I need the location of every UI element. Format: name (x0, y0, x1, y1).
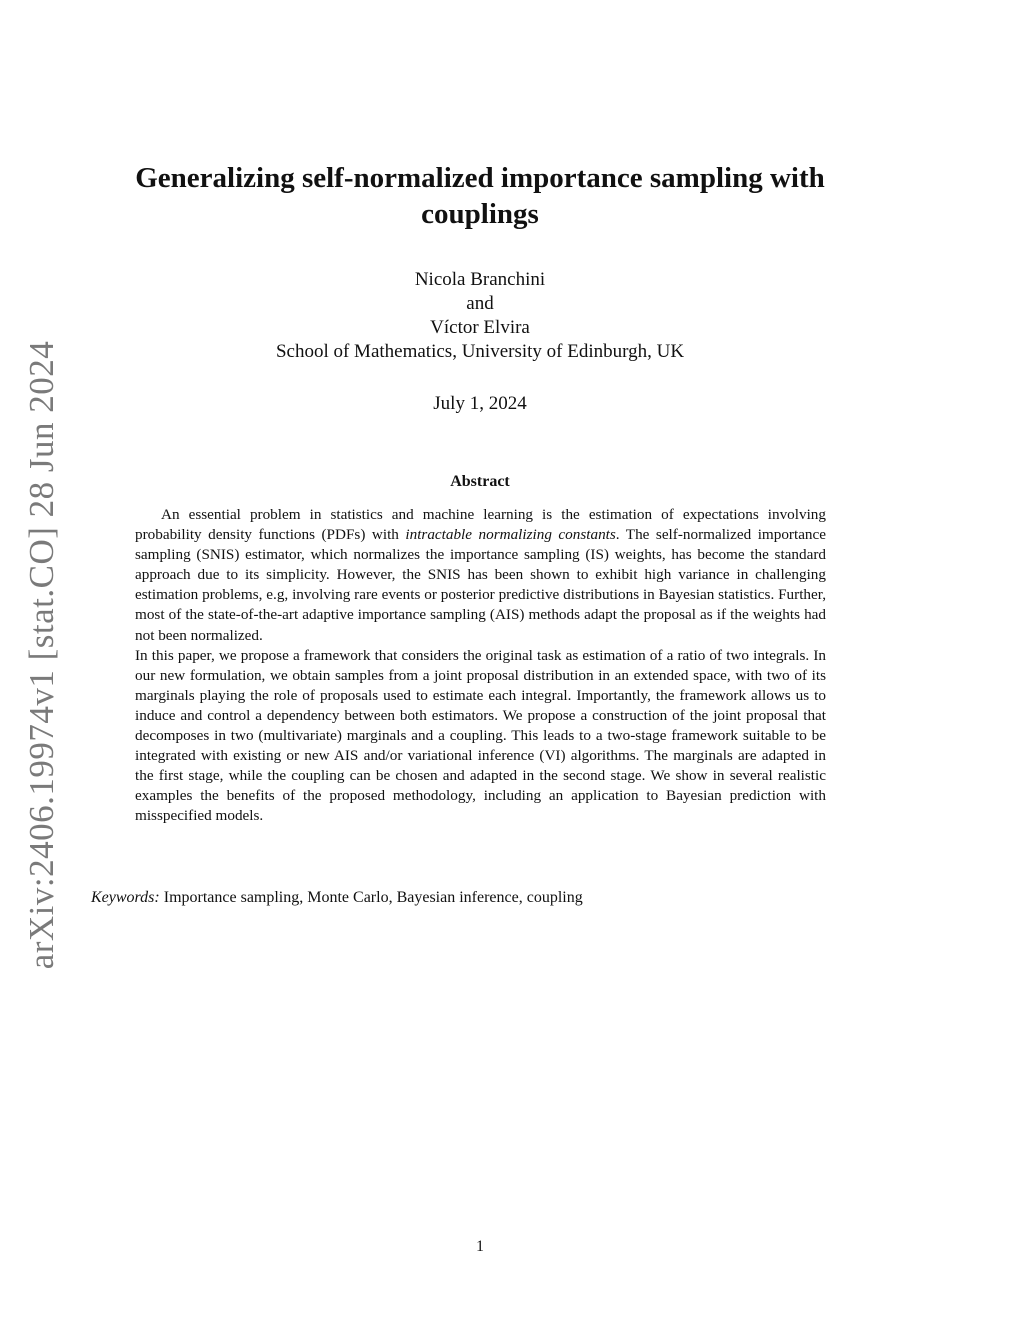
abstract-paragraph (135, 505, 826, 646)
publication-date: July 1, 2024 (433, 393, 527, 414)
paper-title: Generalizing self-normalized importance sampling with couplings (135, 162, 825, 230)
keywords-text: Importance sampling, Monte Carlo, Bayesian inference, coupling (159, 889, 583, 906)
keywords-label: Keywords: (91, 889, 160, 906)
keywords-line (91, 887, 871, 909)
arxiv-sidebar-stamp: arXiv:2406.19974v1 [stat.CO] 28 Jun 2024 (22, 340, 61, 970)
abstract-paragraph: In this paper, we propose a framework that considers the original task as estimation of a ratio of two integrals. In our new formulation, we obtain samples from a joint proposal distribution in an extended space, with two of its marginals playing the role of proposals used to estimate each integral. Importantly, the framework allows us to induce and control a dependency between both estimators. We propose a construction of the joint proposal that decomposes in two (multivariate) marginals and a coupling. This leads to a two-stage framework suitable to be integrated with existing or new AIS and/or variational inference (VI) algorithms. The marginals are adapted in the first stage, while the coupling can be chosen and adapted in the second stage. We show in several realistic examples the benefits of the proposed methodology, including an application to Bayesian prediction with misspecified models. (135, 646, 826, 825)
abstract-emphasis: intractable normalizing constants (405, 526, 616, 544)
author-name: Víctor Elvira (430, 317, 530, 338)
abstract-heading: Abstract (450, 473, 510, 490)
abstract-body (135, 505, 826, 827)
abstract-text: . The self-normalized importance sampling (SNIS) estimator, which normalizes the importance sampling (IS) weights, has become the standard approach due to its simplicity. However, the SNIS has been shown to exhibit high variance in challenging estimation problems, e.g, involving rare events or posterior predictive distributions in Bayesian statistics. Further, most of the state-of-the-art adaptive importance sampling (AIS) methods adapt the proposal as if the weights had not been normalized. (135, 526, 827, 644)
author-affiliation: School of Mathematics, University of Edinburgh, UK (275, 341, 685, 362)
author-block (180, 268, 780, 364)
page-number: 1 (476, 1238, 484, 1255)
author-name: Nicola Branchini (414, 269, 546, 290)
abstract-text: An essential problem in statistics and machine learning is the estimation of expectations involving probability density functions (PDFs) with (135, 506, 826, 544)
author-conjunction: and (466, 293, 494, 314)
